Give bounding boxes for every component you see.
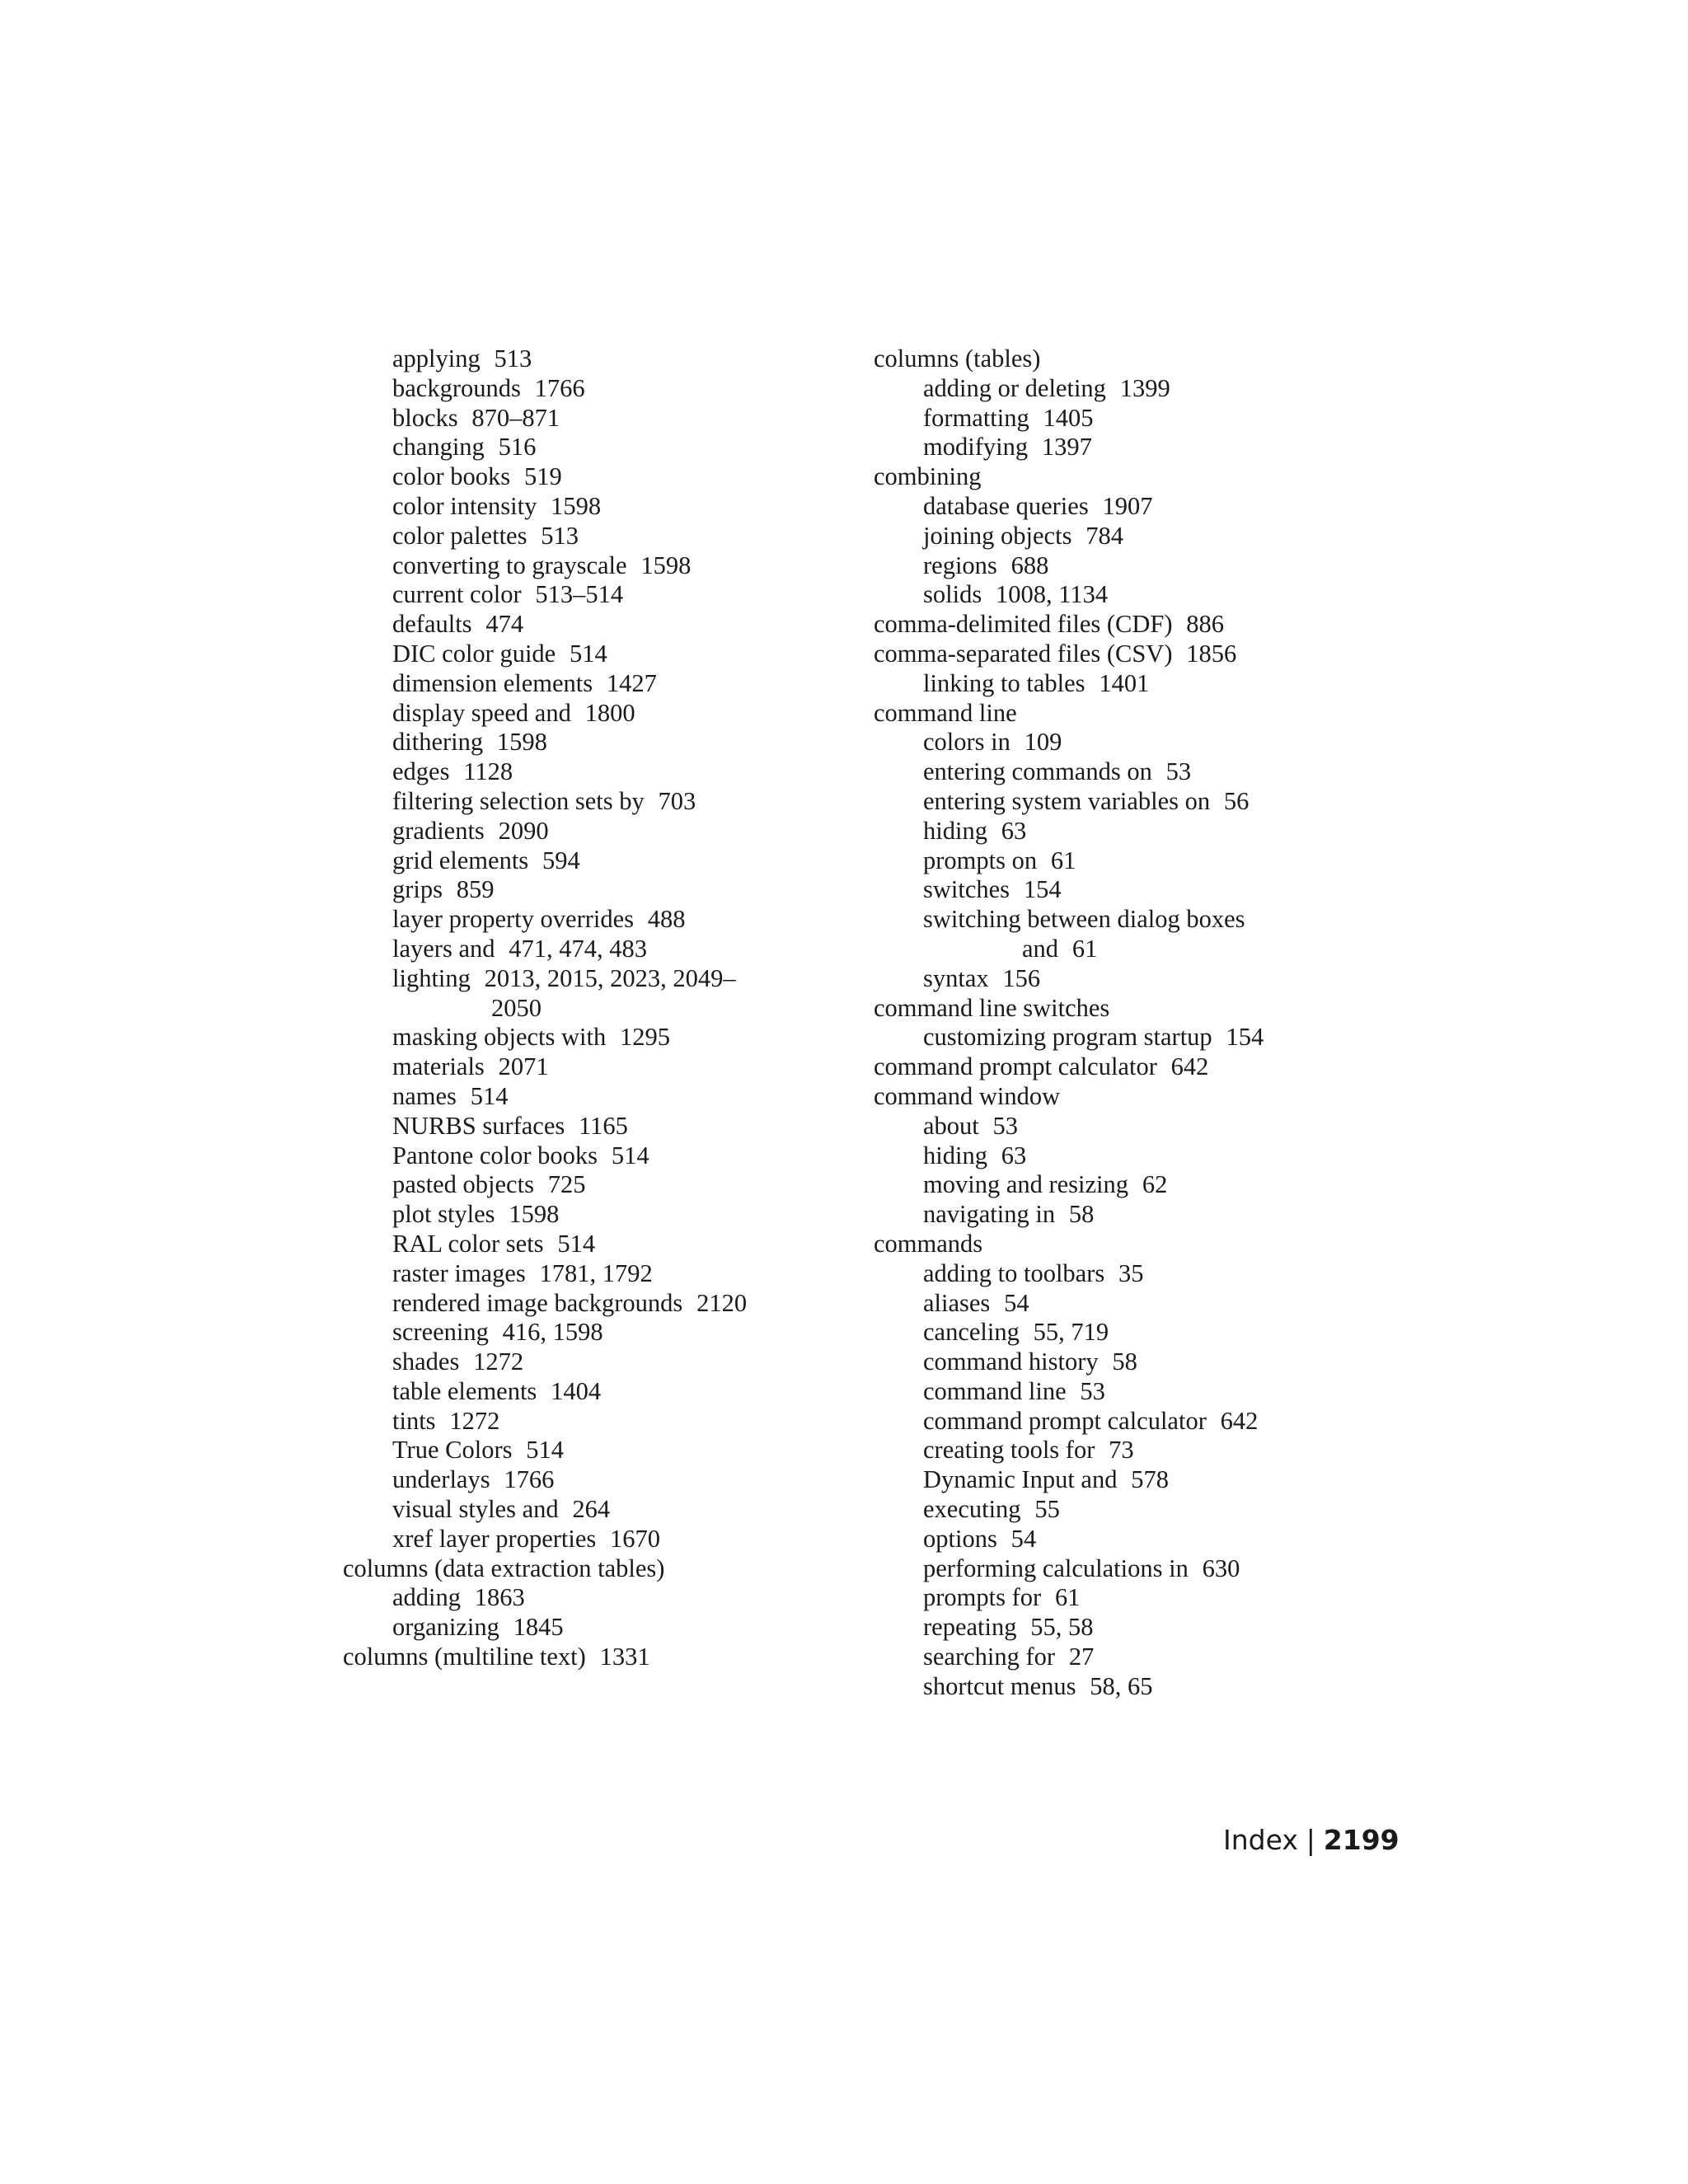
entry-term: entering commands on <box>923 757 1152 786</box>
index-entry <box>874 1230 1385 1259</box>
index-subentry <box>874 905 1385 964</box>
index-subentry <box>874 1613 1385 1643</box>
entry-term: grips <box>392 875 443 904</box>
entry-pages: 514 <box>470 1081 509 1110</box>
entry-term: command line switches <box>874 993 1110 1022</box>
entry-term: combining <box>874 462 982 491</box>
index-subentry <box>874 1112 1385 1141</box>
entry-term: xref layer properties <box>392 1524 597 1553</box>
entry-pages: 1427 <box>606 668 657 697</box>
entry-term: creating tools for <box>923 1436 1095 1465</box>
entry-pages: 55, 58 <box>1030 1613 1094 1642</box>
index-subentry <box>343 669 837 699</box>
entry-term: hiding <box>923 816 987 845</box>
entry-term: customizing program startup <box>923 1023 1212 1052</box>
entry-term: changing <box>392 433 485 462</box>
index-subentry <box>343 551 837 581</box>
entry-pages: 54 <box>1010 1524 1037 1553</box>
index-subentry <box>343 1347 837 1377</box>
entry-pages: 1598 <box>640 551 692 579</box>
entry-term: executing <box>923 1495 1021 1524</box>
index-subentry <box>874 1318 1385 1347</box>
entry-term: converting to grayscale <box>392 551 627 579</box>
index-subentry <box>874 1465 1385 1495</box>
entry-term: prompts for <box>923 1583 1042 1612</box>
entry-pages: 1128 <box>463 757 513 786</box>
entry-term: True Colors <box>392 1436 513 1465</box>
entry-pages: 642 <box>1170 1052 1209 1081</box>
entry-term: Pantone color books <box>392 1141 598 1169</box>
entry-term: searching for <box>923 1643 1056 1671</box>
entry-term: NURBS surfaces <box>392 1111 565 1140</box>
index-subentry <box>874 580 1385 610</box>
index-subentry <box>343 1613 837 1643</box>
entry-term: command prompt calculator <box>923 1406 1207 1435</box>
index-subentry <box>343 610 837 640</box>
entry-term: joining objects <box>923 521 1072 550</box>
index-subentry <box>343 1407 837 1436</box>
entry-term: adding <box>392 1583 462 1612</box>
entry-pages: 63 <box>1001 816 1027 845</box>
entry-term: adding to toolbars <box>923 1258 1105 1287</box>
entry-term: canceling <box>923 1318 1020 1347</box>
entry-pages: 53 <box>992 1111 1019 1140</box>
entry-term: prompts on <box>923 846 1038 874</box>
entry-pages: 1766 <box>534 373 585 402</box>
entry-pages: 1598 <box>551 491 602 520</box>
entry-term: lighting <box>392 963 471 992</box>
entry-pages: 1165 <box>579 1111 628 1140</box>
index-subentry <box>343 1230 837 1259</box>
entry-pages: 109 <box>1024 728 1062 757</box>
entry-term: names <box>392 1081 457 1110</box>
entry-term: comma-delimited files (CDF) <box>874 610 1173 639</box>
index-subentry <box>343 905 837 935</box>
entry-pages: 725 <box>547 1170 586 1199</box>
index-subentry <box>874 404 1385 434</box>
index-subentry <box>874 964 1385 994</box>
entry-pages: 1295 <box>620 1023 670 1052</box>
entry-pages: 1863 <box>474 1583 525 1612</box>
entry-pages: 1331 <box>599 1643 650 1671</box>
entry-pages: 513–514 <box>535 580 624 609</box>
entry-pages: 642 <box>1220 1406 1259 1435</box>
entry-pages: 886 <box>1186 610 1225 639</box>
entry-term: grid elements <box>392 846 529 874</box>
entry-term: materials <box>392 1052 485 1081</box>
entry-pages: 1598 <box>509 1200 560 1229</box>
index-subentry <box>874 1289 1385 1319</box>
entry-term: applying <box>392 344 481 373</box>
entry-term: command window <box>874 1081 1061 1110</box>
entry-term-continued: and <box>1022 934 1059 963</box>
entry-term: regions <box>923 551 997 579</box>
entry-pages: 2013, 2015, 2023, 2049– <box>484 963 736 992</box>
index-subentry <box>343 1112 837 1141</box>
index-subentry <box>343 1436 837 1465</box>
index-subentry <box>874 1436 1385 1465</box>
index-subentry <box>343 1289 837 1319</box>
entry-pages: 58, 65 <box>1090 1671 1153 1700</box>
entry-pages: 1399 <box>1119 373 1170 402</box>
index-subentry <box>874 1170 1385 1200</box>
index-subentry <box>874 817 1385 846</box>
index-subentry <box>874 787 1385 817</box>
entry-term: display speed and <box>392 698 571 727</box>
index-subentry <box>874 1200 1385 1230</box>
footer-label: Index <box>1223 1824 1298 1856</box>
index-subentry <box>874 1554 1385 1584</box>
entry-term: masking objects with <box>392 1023 607 1052</box>
entry-term: aliases <box>923 1288 991 1317</box>
entry-pages: 1781, 1792 <box>539 1258 653 1287</box>
index-subentry <box>343 1377 837 1407</box>
entry-pages: 514 <box>557 1229 596 1258</box>
entry-pages: 703 <box>658 786 696 815</box>
entry-pages: 471, 474, 483 <box>509 934 648 963</box>
entry-pages: 27 <box>1068 1643 1095 1671</box>
index-subentry <box>343 757 837 787</box>
index-subentry <box>874 551 1385 581</box>
entry-pages: 58 <box>1112 1347 1137 1376</box>
entry-pages: 54 <box>1004 1288 1029 1317</box>
entry-pages: 156 <box>1002 963 1041 992</box>
index-subentry <box>343 699 837 729</box>
index-subentry <box>874 433 1385 462</box>
entry-pages: 1405 <box>1043 403 1094 432</box>
entry-term: color intensity <box>392 491 537 520</box>
index-column-left <box>343 344 837 1672</box>
entry-pages: 1856 <box>1186 639 1237 668</box>
entry-pages: 514 <box>526 1436 564 1465</box>
entry-pages: 2090 <box>498 816 549 845</box>
index-subentry <box>343 846 837 876</box>
entry-term: performing calculations in <box>923 1554 1189 1582</box>
entry-term: shortcut menus <box>923 1671 1076 1700</box>
index-subentry <box>874 728 1385 757</box>
entry-term: repeating <box>923 1613 1017 1642</box>
entry-pages: 1401 <box>1099 668 1150 697</box>
index-subentry <box>343 1318 837 1347</box>
entry-term: columns (multiline text) <box>343 1643 586 1671</box>
entry-term: gradients <box>392 816 485 845</box>
entry-term: layer property overrides <box>392 905 635 934</box>
index-entry <box>874 699 1385 729</box>
index-entry <box>874 610 1385 640</box>
entry-pages: 55, 719 <box>1033 1318 1109 1347</box>
entry-term: organizing <box>392 1613 499 1642</box>
entry-pages: 1404 <box>551 1376 602 1405</box>
entry-pages: 55 <box>1034 1495 1060 1524</box>
entry-term: columns (data extraction tables) <box>343 1554 665 1582</box>
entry-term: raster images <box>392 1258 526 1287</box>
entry-term: rendered image backgrounds <box>392 1288 683 1317</box>
entry-term: defaults <box>392 610 472 639</box>
entry-pages: 870–871 <box>471 403 560 432</box>
entry-term: command history <box>923 1347 1099 1376</box>
entry-pages: 1008, 1134 <box>995 580 1109 609</box>
entry-pages: 416, 1598 <box>502 1318 603 1347</box>
index-entry <box>874 1052 1385 1082</box>
entry-pages: 53 <box>1165 757 1192 786</box>
entry-pages: 513 <box>541 521 579 550</box>
entry-term: visual styles and <box>392 1495 559 1524</box>
entry-term: colors in <box>923 728 1010 757</box>
entry-term: DIC color guide <box>392 639 556 668</box>
entry-term: command prompt calculator <box>874 1052 1157 1081</box>
entry-pages: 154 <box>1023 875 1062 904</box>
entry-term: RAL color sets <box>392 1229 544 1258</box>
entry-term: table elements <box>392 1376 537 1405</box>
entry-term: switching between dialog boxes <box>923 905 1245 934</box>
index-subentry <box>874 492 1385 522</box>
index-subentry <box>343 344 837 374</box>
index-subentry <box>343 640 837 669</box>
entry-term: current color <box>392 580 522 609</box>
entry-term: backgrounds <box>392 373 521 402</box>
index-subentry <box>343 817 837 846</box>
index-subentry <box>343 728 837 757</box>
entry-pages: 1397 <box>1041 433 1092 462</box>
index-subentry <box>343 1052 837 1082</box>
entry-pages: 1907 <box>1102 491 1153 520</box>
entry-term: underlays <box>392 1465 490 1494</box>
index-subentry <box>343 580 837 610</box>
index-entry <box>874 640 1385 669</box>
entry-pages: 35 <box>1118 1258 1144 1287</box>
entry-pages: 488 <box>647 905 686 934</box>
index-subentry <box>343 875 837 905</box>
index-subentry <box>874 669 1385 699</box>
index-subentry <box>343 935 837 964</box>
footer-separator: | <box>1306 1824 1315 1856</box>
entry-pages: 1670 <box>610 1524 661 1553</box>
entry-term: moving and resizing <box>923 1170 1129 1199</box>
entry-term: hiding <box>923 1141 987 1169</box>
index-subentry <box>874 1407 1385 1436</box>
entry-term: filtering selection sets by <box>392 786 645 815</box>
entry-term: formatting <box>923 403 1029 432</box>
entry-pages-continued: 2050 <box>491 993 542 1022</box>
index-subentry <box>343 404 837 434</box>
entry-term: modifying <box>923 433 1029 462</box>
entry-pages: 73 <box>1109 1436 1134 1465</box>
entry-term: adding or deleting <box>923 373 1106 402</box>
entry-term: edges <box>392 757 450 786</box>
index-subentry <box>343 1259 837 1289</box>
entry-continuation <box>923 935 1385 964</box>
index-subentry <box>874 522 1385 551</box>
entry-term: color books <box>392 462 511 491</box>
index-subentry <box>343 1141 837 1171</box>
index-subentry <box>874 1377 1385 1407</box>
entry-pages: 1272 <box>449 1406 500 1435</box>
entry-pages: 264 <box>572 1495 611 1524</box>
entry-pages: 514 <box>611 1141 649 1169</box>
entry-pages: 63 <box>1001 1141 1027 1169</box>
entry-pages: 53 <box>1080 1376 1105 1405</box>
index-subentry <box>343 522 837 551</box>
entry-pages: 61 <box>1071 934 1098 963</box>
entry-term: screening <box>392 1318 489 1347</box>
entry-term: layers and <box>392 934 495 963</box>
entry-pages: 513 <box>494 344 532 373</box>
index-subentry <box>343 1082 837 1112</box>
index-subentry <box>874 846 1385 876</box>
entry-term: blocks <box>392 403 458 432</box>
entry-pages: 58 <box>1068 1200 1095 1229</box>
entry-term: shades <box>392 1347 460 1376</box>
entry-term: Dynamic Input and <box>923 1465 1118 1494</box>
entry-pages: 2071 <box>498 1052 549 1081</box>
entry-pages: 578 <box>1131 1465 1169 1494</box>
entry-term: dithering <box>392 728 484 757</box>
entry-pages: 2120 <box>696 1288 748 1317</box>
index-subentry <box>343 1023 837 1052</box>
entry-term: columns (tables) <box>874 344 1041 373</box>
entry-term: commands <box>874 1229 983 1258</box>
entry-term: command line <box>874 698 1017 727</box>
index-entry <box>343 1554 837 1584</box>
entry-term: comma-separated files (CSV) <box>874 639 1173 668</box>
entry-term: switches <box>923 875 1010 904</box>
index-subentry <box>874 1023 1385 1052</box>
entry-term: navigating in <box>923 1200 1056 1229</box>
index-subentry <box>874 1141 1385 1171</box>
index-entry <box>343 1643 837 1672</box>
entry-pages: 519 <box>523 462 562 491</box>
entry-pages: 859 <box>456 875 495 904</box>
entry-term: options <box>923 1524 997 1553</box>
entry-term: solids <box>923 580 982 609</box>
entry-pages: 1800 <box>584 698 635 727</box>
entry-pages: 61 <box>1050 846 1076 874</box>
index-subentry <box>343 1495 837 1525</box>
index-subentry <box>874 1495 1385 1525</box>
entry-pages: 784 <box>1085 521 1123 550</box>
index-subentry <box>343 1170 837 1200</box>
entry-pages: 594 <box>542 846 580 874</box>
entry-pages: 474 <box>485 610 524 639</box>
index-subentry <box>343 492 837 522</box>
index-entry <box>874 344 1385 374</box>
index-subentry <box>343 1200 837 1230</box>
index-subentry <box>874 1525 1385 1554</box>
entry-term: database queries <box>923 491 1089 520</box>
entry-term: linking to tables <box>923 668 1085 697</box>
entry-pages: 514 <box>569 639 607 668</box>
entry-term: plot styles <box>392 1200 495 1229</box>
index-subentry <box>874 1583 1385 1613</box>
index-subentry <box>874 1672 1385 1702</box>
index-subentry <box>874 374 1385 404</box>
entry-pages: 1845 <box>513 1613 564 1642</box>
index-subentry <box>343 964 837 1024</box>
entry-pages: 61 <box>1054 1583 1081 1612</box>
entry-term: entering system variables on <box>923 786 1211 815</box>
entry-term: pasted objects <box>392 1170 534 1199</box>
entry-pages: 56 <box>1223 786 1250 815</box>
entry-term: tints <box>392 1406 436 1435</box>
index-subentry <box>343 1525 837 1554</box>
entry-pages: 154 <box>1226 1023 1264 1052</box>
entry-term: about <box>923 1111 979 1140</box>
index-subentry <box>343 1465 837 1495</box>
index-subentry <box>874 875 1385 905</box>
index-subentry <box>343 1583 837 1613</box>
entry-pages: 516 <box>498 433 537 462</box>
index-subentry <box>343 787 837 817</box>
entry-pages: 1766 <box>504 1465 555 1494</box>
index-entry <box>874 1082 1385 1112</box>
entry-pages: 62 <box>1142 1170 1168 1199</box>
page-footer <box>1223 1824 1400 1857</box>
entry-term: command line <box>923 1376 1067 1405</box>
index-entry <box>874 994 1385 1024</box>
entry-term: syntax <box>923 963 989 992</box>
entry-pages: 1272 <box>473 1347 524 1376</box>
index-subentry <box>874 1643 1385 1672</box>
index-subentry <box>343 462 837 492</box>
entry-pages: 1598 <box>496 728 547 757</box>
index-subentry <box>343 433 837 462</box>
index-entry <box>874 462 1385 492</box>
entry-term: color palettes <box>392 521 528 550</box>
entry-term: dimension elements <box>392 668 593 697</box>
index-subentry <box>343 374 837 404</box>
entry-pages: 688 <box>1010 551 1049 579</box>
index-subentry <box>874 757 1385 787</box>
index-subentry <box>874 1347 1385 1377</box>
index-subentry <box>874 1259 1385 1289</box>
entry-pages: 630 <box>1202 1554 1240 1582</box>
index-column-right <box>874 344 1385 1702</box>
page-number: 2199 <box>1323 1824 1400 1856</box>
